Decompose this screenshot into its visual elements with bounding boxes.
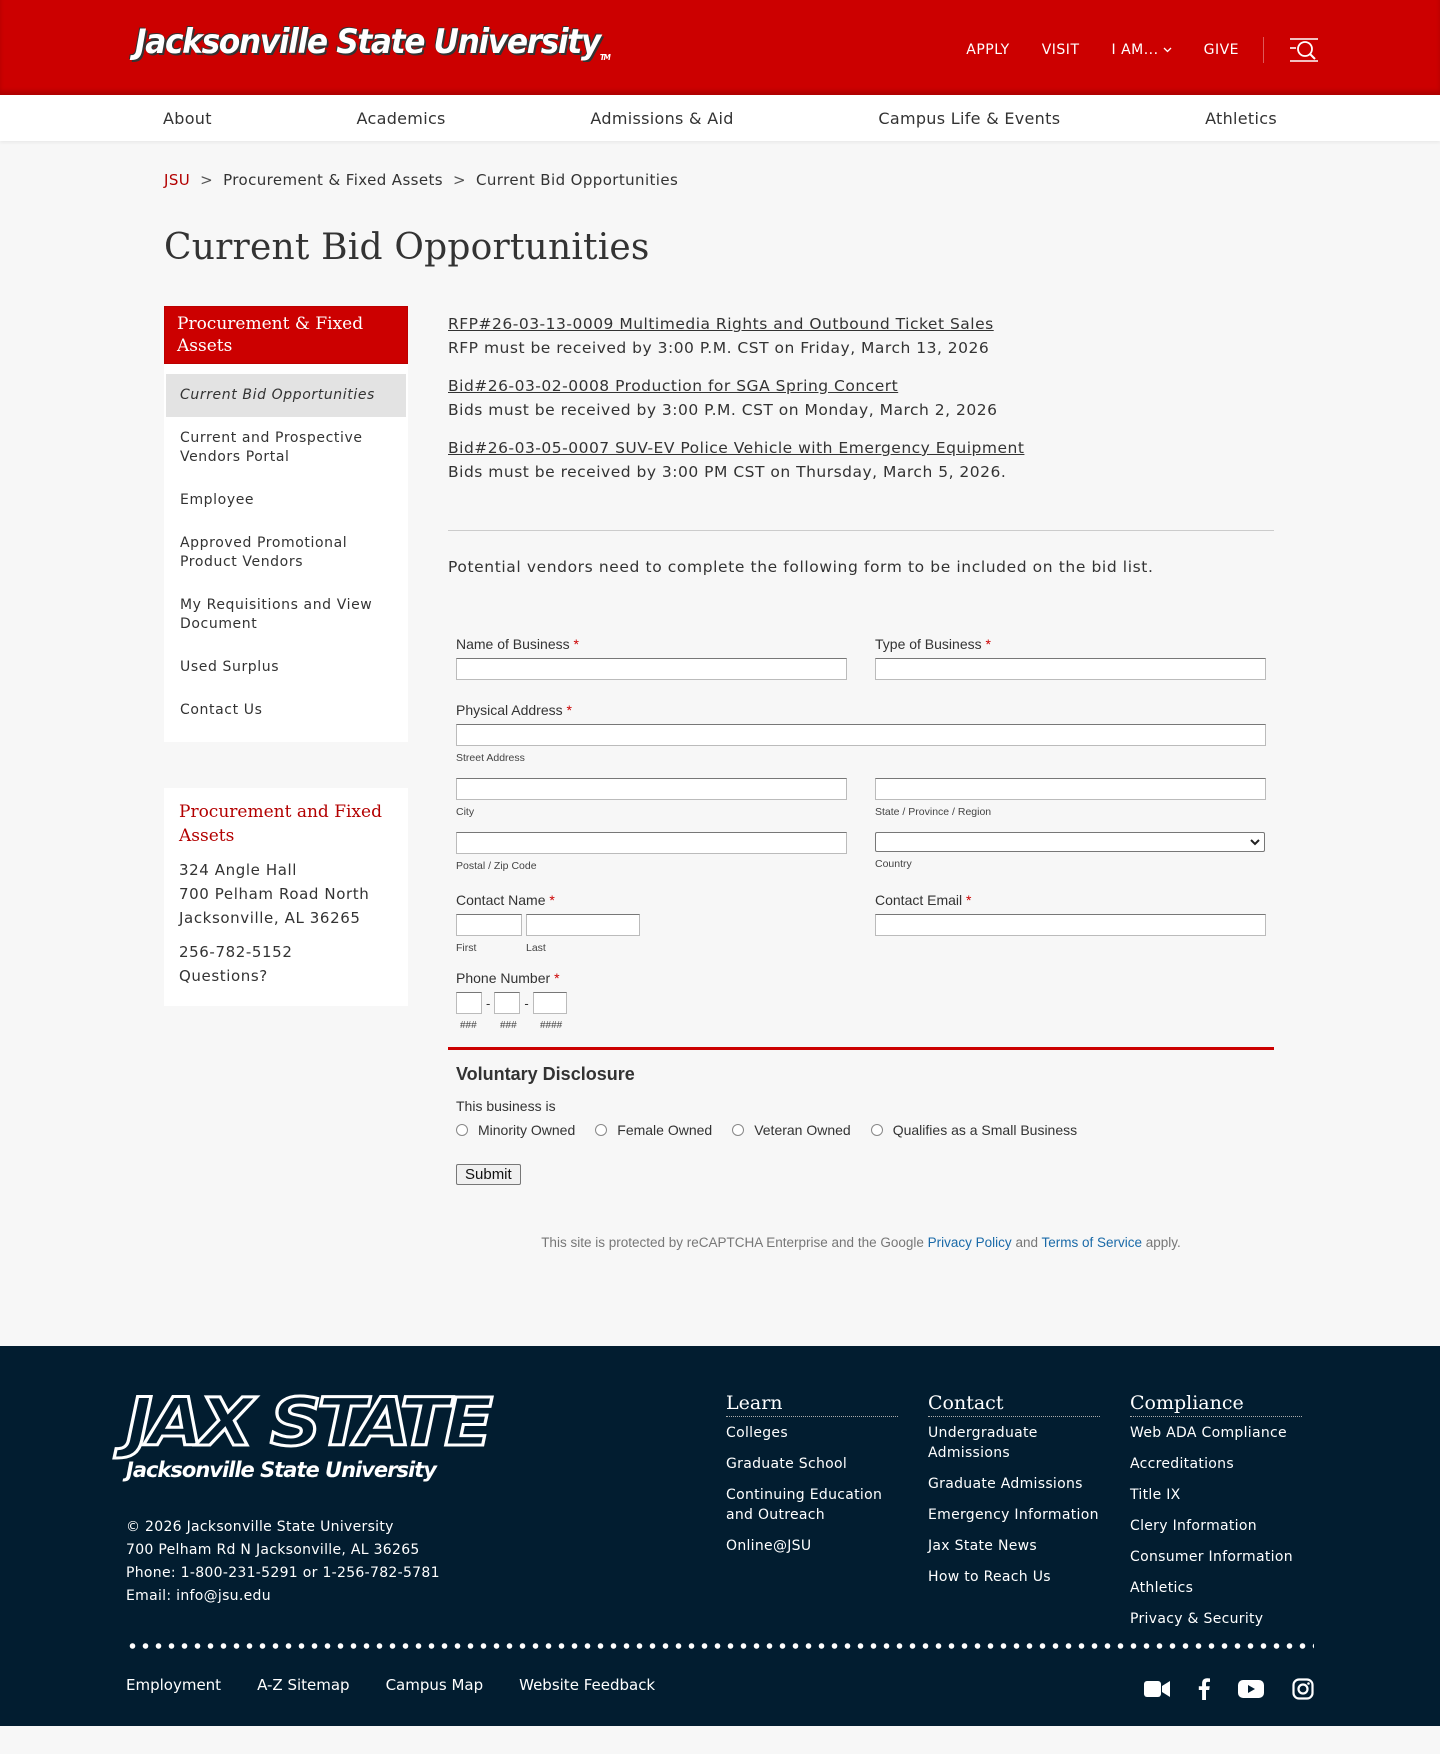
form-row [456, 636, 1266, 680]
radio-small-business[interactable] [871, 1122, 1077, 1138]
divider [448, 530, 1274, 531]
city-input[interactable] [456, 778, 847, 800]
social-links [1144, 1678, 1314, 1704]
sitemap-link[interactable]: A-Z Sitemap [257, 1676, 350, 1694]
footer-link[interactable]: Continuing Education and Outreach [726, 1487, 883, 1523]
phone-dash: - [486, 995, 491, 1011]
footer-link[interactable]: Athletics [1130, 1580, 1194, 1596]
content-container [164, 141, 1274, 1250]
voluntary-disclosure [448, 1047, 1274, 1185]
sidebar-menu [164, 364, 408, 742]
employment-link[interactable]: Employment [126, 1676, 222, 1694]
nav-about[interactable]: About [163, 108, 212, 128]
radio-female-owned[interactable] [595, 1122, 712, 1138]
name-of-business-input[interactable] [456, 658, 847, 680]
footer-column-title: Contact [928, 1392, 1100, 1417]
phone-line-input[interactable] [533, 992, 567, 1014]
radio-label: Veteran Owned [754, 1122, 851, 1138]
sidebar-item-used-surplus[interactable]: Used Surplus [180, 659, 280, 675]
contact-name-field [456, 892, 847, 968]
form-row [456, 892, 1266, 968]
radio-button[interactable] [732, 1124, 744, 1136]
field-label: Contact Email * [875, 892, 972, 908]
footer-link[interactable]: Web ADA Compliance [1130, 1425, 1287, 1441]
contact-address [179, 858, 393, 930]
bid-deadline: Bids must be received by 3:00 P.M. CST on Monday, March 2, 2026 [448, 401, 998, 419]
address-line-3: Jacksonville, AL 36265 [179, 909, 361, 927]
bid-link[interactable]: Bid#26-03-05-0007 SUV-EV Police Vehicle with Emergency Equipment [448, 439, 1025, 457]
terms-of-service-link[interactable]: Terms of Service [1041, 1235, 1143, 1250]
radio-label: Qualifies as a Small Business [892, 1122, 1078, 1138]
contact-card-title: Procurement and Fixed Assets [179, 802, 382, 846]
phone-sublabel: ### [460, 1020, 477, 1031]
address-line-2: 700 Pelham Road North [179, 885, 370, 903]
required-mark: * [966, 892, 972, 908]
youtube-icon[interactable] [1238, 1680, 1264, 1702]
breadcrumb-current: Current Bid Opportunities [476, 171, 679, 189]
phone-sublabel: #### [540, 1020, 563, 1031]
jax-state-wordmark: JAX STATE [126, 1384, 489, 1461]
site-header [0, 0, 1440, 141]
phone-dash: - [524, 995, 529, 1011]
footer-link[interactable]: Online@JSU [726, 1538, 812, 1554]
footer-link[interactable]: Privacy & Security [1130, 1611, 1264, 1627]
bid-item [448, 374, 1274, 422]
phone-prefix-input[interactable] [494, 992, 520, 1014]
radio-button[interactable] [456, 1124, 468, 1136]
phone-field [456, 970, 1266, 1031]
radio-label: Female Owned [617, 1122, 713, 1138]
recaptcha-notice: This site is protected by reCAPTCHA Enterprise and the Google Privacy Policy and Terms of Service apply. [541, 1235, 1181, 1250]
form-intro: Potential vendors need to complete the following form to be included on the bid list. [448, 558, 1154, 576]
name-inputs [456, 914, 847, 936]
nav-athletics[interactable]: Athletics [1205, 108, 1277, 128]
country-field [875, 832, 1266, 886]
footer-email-link[interactable]: info@jsu.edu [176, 1588, 271, 1604]
footer-phone-1[interactable]: 1-800-231-5291 [180, 1565, 298, 1581]
footer-link[interactable]: Graduate Admissions [928, 1476, 1083, 1492]
required-mark: * [985, 636, 991, 652]
page-title: Current Bid Opportunities [164, 227, 650, 268]
contact-email-input[interactable] [875, 914, 1266, 936]
main-nav [0, 95, 1440, 141]
state-field [875, 778, 1266, 832]
vendor-form [448, 636, 1274, 1031]
submit-button[interactable]: Submit [456, 1164, 521, 1185]
zip-sublabel: Postal / Zip Code [456, 860, 537, 872]
form-row [456, 778, 1266, 832]
breadcrumb [164, 141, 1274, 189]
last-sublabel: Last [526, 942, 546, 954]
radio-label: Minority Owned [478, 1122, 576, 1138]
dotted-divider [126, 1642, 1314, 1650]
nav-campus-life-events[interactable]: Campus Life & Events [878, 108, 1061, 128]
sidebar-item-current-bids[interactable]: Current Bid Opportunities [166, 374, 406, 417]
bid-deadline: Bids must be received by 3:00 PM CST on Thursday, March 5, 2026. [448, 463, 1007, 481]
nav-divider [1263, 37, 1264, 63]
i-am-dropdown[interactable] [1112, 42, 1172, 58]
phone-sublabels [456, 1020, 1266, 1031]
sidebar-item-contact-us[interactable]: Contact Us [180, 702, 263, 718]
field-label: Type of Business * [875, 636, 991, 652]
city-sublabel: City [456, 806, 475, 818]
footer-link[interactable]: Jax State News [928, 1538, 1037, 1554]
physical-address-field [456, 702, 1266, 886]
radio-veteran-owned[interactable] [732, 1122, 851, 1138]
sidebar-item-employee[interactable]: Employee [180, 492, 255, 508]
phone-sublabel: ### [500, 1020, 517, 1031]
sidebar-item-promotional-vendors[interactable]: Approved Promotional Product Vendors [180, 535, 348, 570]
disclosure-radios [456, 1122, 1266, 1138]
chevron-down-icon [1250, 835, 1260, 849]
country-sublabel: Country [875, 858, 912, 870]
bid-item [448, 312, 1274, 360]
breadcrumb-separator: > [200, 171, 214, 189]
footer-link[interactable]: Undergraduate Admissions [928, 1425, 1038, 1461]
breadcrumb-separator: > [453, 171, 466, 189]
contact-phone-block [179, 940, 393, 988]
footer-link[interactable]: Emergency Information [928, 1507, 1099, 1523]
voluntary-prompt: This business is [456, 1098, 556, 1114]
website-feedback-link[interactable]: Website Feedback [519, 1676, 656, 1694]
last-name-input[interactable] [526, 914, 640, 936]
copyright: © 2026 Jacksonville State University [126, 1519, 394, 1535]
bid-item [448, 436, 1274, 484]
instagram-icon[interactable] [1292, 1678, 1314, 1704]
sidebar-header[interactable]: Procurement & Fixed Assets [164, 306, 408, 364]
main-content [448, 306, 1274, 1250]
radio-button[interactable] [871, 1124, 883, 1136]
facebook-icon[interactable] [1198, 1678, 1210, 1704]
bid-link[interactable]: RFP#26-03-13-0009 Multimedia Rights and Outbound Ticket Sales [448, 315, 994, 333]
footer-link[interactable]: Graduate School [726, 1456, 848, 1472]
i-am-label: I AM... [1111, 42, 1159, 58]
country-select[interactable] [875, 832, 1265, 852]
footer-link[interactable]: How to Reach Us [928, 1569, 1051, 1585]
search-menu-icon[interactable] [1288, 36, 1320, 64]
contact-email-field [875, 892, 1266, 968]
sidebar-item-vendors-portal[interactable]: Current and Prospective Vendors Portal [180, 430, 363, 465]
chevron-down-icon [1163, 47, 1172, 53]
video-camera-icon[interactable] [1144, 1680, 1170, 1702]
field-label: Name of Business * [456, 636, 579, 652]
site-footer [0, 1346, 1440, 1726]
bid-deadline: RFP must be received by 3:00 P.M. CST on Friday, March 13, 2026 [448, 339, 990, 357]
footer-link[interactable]: Colleges [726, 1425, 788, 1441]
bid-link[interactable]: Bid#26-03-02-0008 Production for SGA Spring Concert [448, 377, 899, 395]
footer-column-learn [726, 1392, 898, 1556]
phone-inputs [456, 992, 1266, 1014]
breadcrumb-procurement[interactable]: Procurement & Fixed Assets [223, 171, 444, 189]
field-label: Phone Number * [456, 970, 560, 986]
required-mark: * [573, 636, 579, 652]
field-label: Physical Address * [456, 702, 572, 718]
required-mark: * [554, 970, 560, 986]
footer-column-contact [928, 1392, 1100, 1587]
sidebar [164, 306, 408, 1250]
breadcrumb-jsu[interactable]: JSU [164, 171, 191, 189]
street-address-sublabel: Street Address [456, 752, 525, 764]
privacy-policy-link[interactable]: Privacy Policy [927, 1235, 1012, 1250]
footer-column-title: Learn [726, 1392, 898, 1417]
type-of-business-field [875, 636, 1266, 680]
radio-minority-owned[interactable] [456, 1122, 575, 1138]
campus-map-link[interactable]: Campus Map [385, 1676, 484, 1694]
footer-link[interactable]: Consumer Information [1130, 1549, 1293, 1565]
first-name-input[interactable] [456, 914, 522, 936]
footer-contact-info: © 2026 Jacksonville State University 700 Pelham Rd N Jacksonville, AL 36265 Phone: 1-800-231-5291 or 1-256-782-5781 Email: info@jsu.edu [126, 1516, 440, 1608]
university-logo[interactable] [135, 22, 609, 62]
footer-link[interactable]: Accreditations [1130, 1456, 1234, 1472]
footer-address-link[interactable]: 700 Pelham Rd N Jacksonville, AL 36265 [126, 1542, 420, 1558]
utility-nav [966, 36, 1320, 64]
footer-column-compliance [1130, 1392, 1302, 1629]
footer-logo-subtitle: Jacksonville State University [126, 1458, 436, 1482]
footer-logo[interactable] [126, 1384, 489, 1482]
form-row [456, 832, 1266, 886]
street-address-input[interactable] [456, 724, 1266, 746]
radio-button[interactable] [595, 1124, 607, 1136]
questions-link[interactable]: Questions? [179, 967, 268, 985]
top-bar [0, 0, 1440, 95]
name-sublabels [456, 936, 847, 968]
footer-link[interactable]: Title IX [1130, 1487, 1181, 1503]
nav-academics[interactable]: Academics [356, 108, 446, 128]
name-of-business-field [456, 636, 847, 680]
footer-bottom-links [126, 1676, 655, 1694]
give-link[interactable]: GIVE [1203, 42, 1239, 58]
voluntary-disclosure-title: Voluntary Disclosure [456, 1064, 635, 1084]
footer-column-title: Compliance [1130, 1392, 1302, 1417]
required-mark: * [566, 702, 572, 718]
zip-input[interactable] [456, 832, 847, 854]
zip-field [456, 832, 847, 886]
field-label: Contact Name * [456, 892, 555, 908]
contact-phone: 256-782-5152 [179, 943, 293, 961]
logo-text: Jacksonville State University [135, 22, 600, 62]
required-mark: * [549, 892, 555, 908]
type-of-business-input[interactable] [875, 658, 1266, 680]
footer-link[interactable]: Clery Information [1130, 1518, 1257, 1534]
sidebar-item-requisitions[interactable]: My Requisitions and View Document [180, 597, 373, 632]
apply-link[interactable]: APPLY [966, 42, 1010, 58]
page-layout [164, 306, 1274, 1250]
visit-link[interactable]: VISIT [1041, 42, 1080, 58]
nav-admissions-aid[interactable]: Admissions & Aid [590, 108, 734, 128]
city-field [456, 778, 847, 832]
state-input[interactable] [875, 778, 1266, 800]
footer-phone-2[interactable]: 1-256-782-5781 [322, 1565, 440, 1581]
trademark: TM [599, 53, 610, 62]
contact-card [164, 788, 408, 1006]
first-sublabel: First [456, 942, 477, 954]
phone-area-input[interactable] [456, 992, 482, 1014]
address-line-1: 324 Angle Hall [179, 861, 298, 879]
state-sublabel: State / Province / Region [875, 806, 992, 818]
